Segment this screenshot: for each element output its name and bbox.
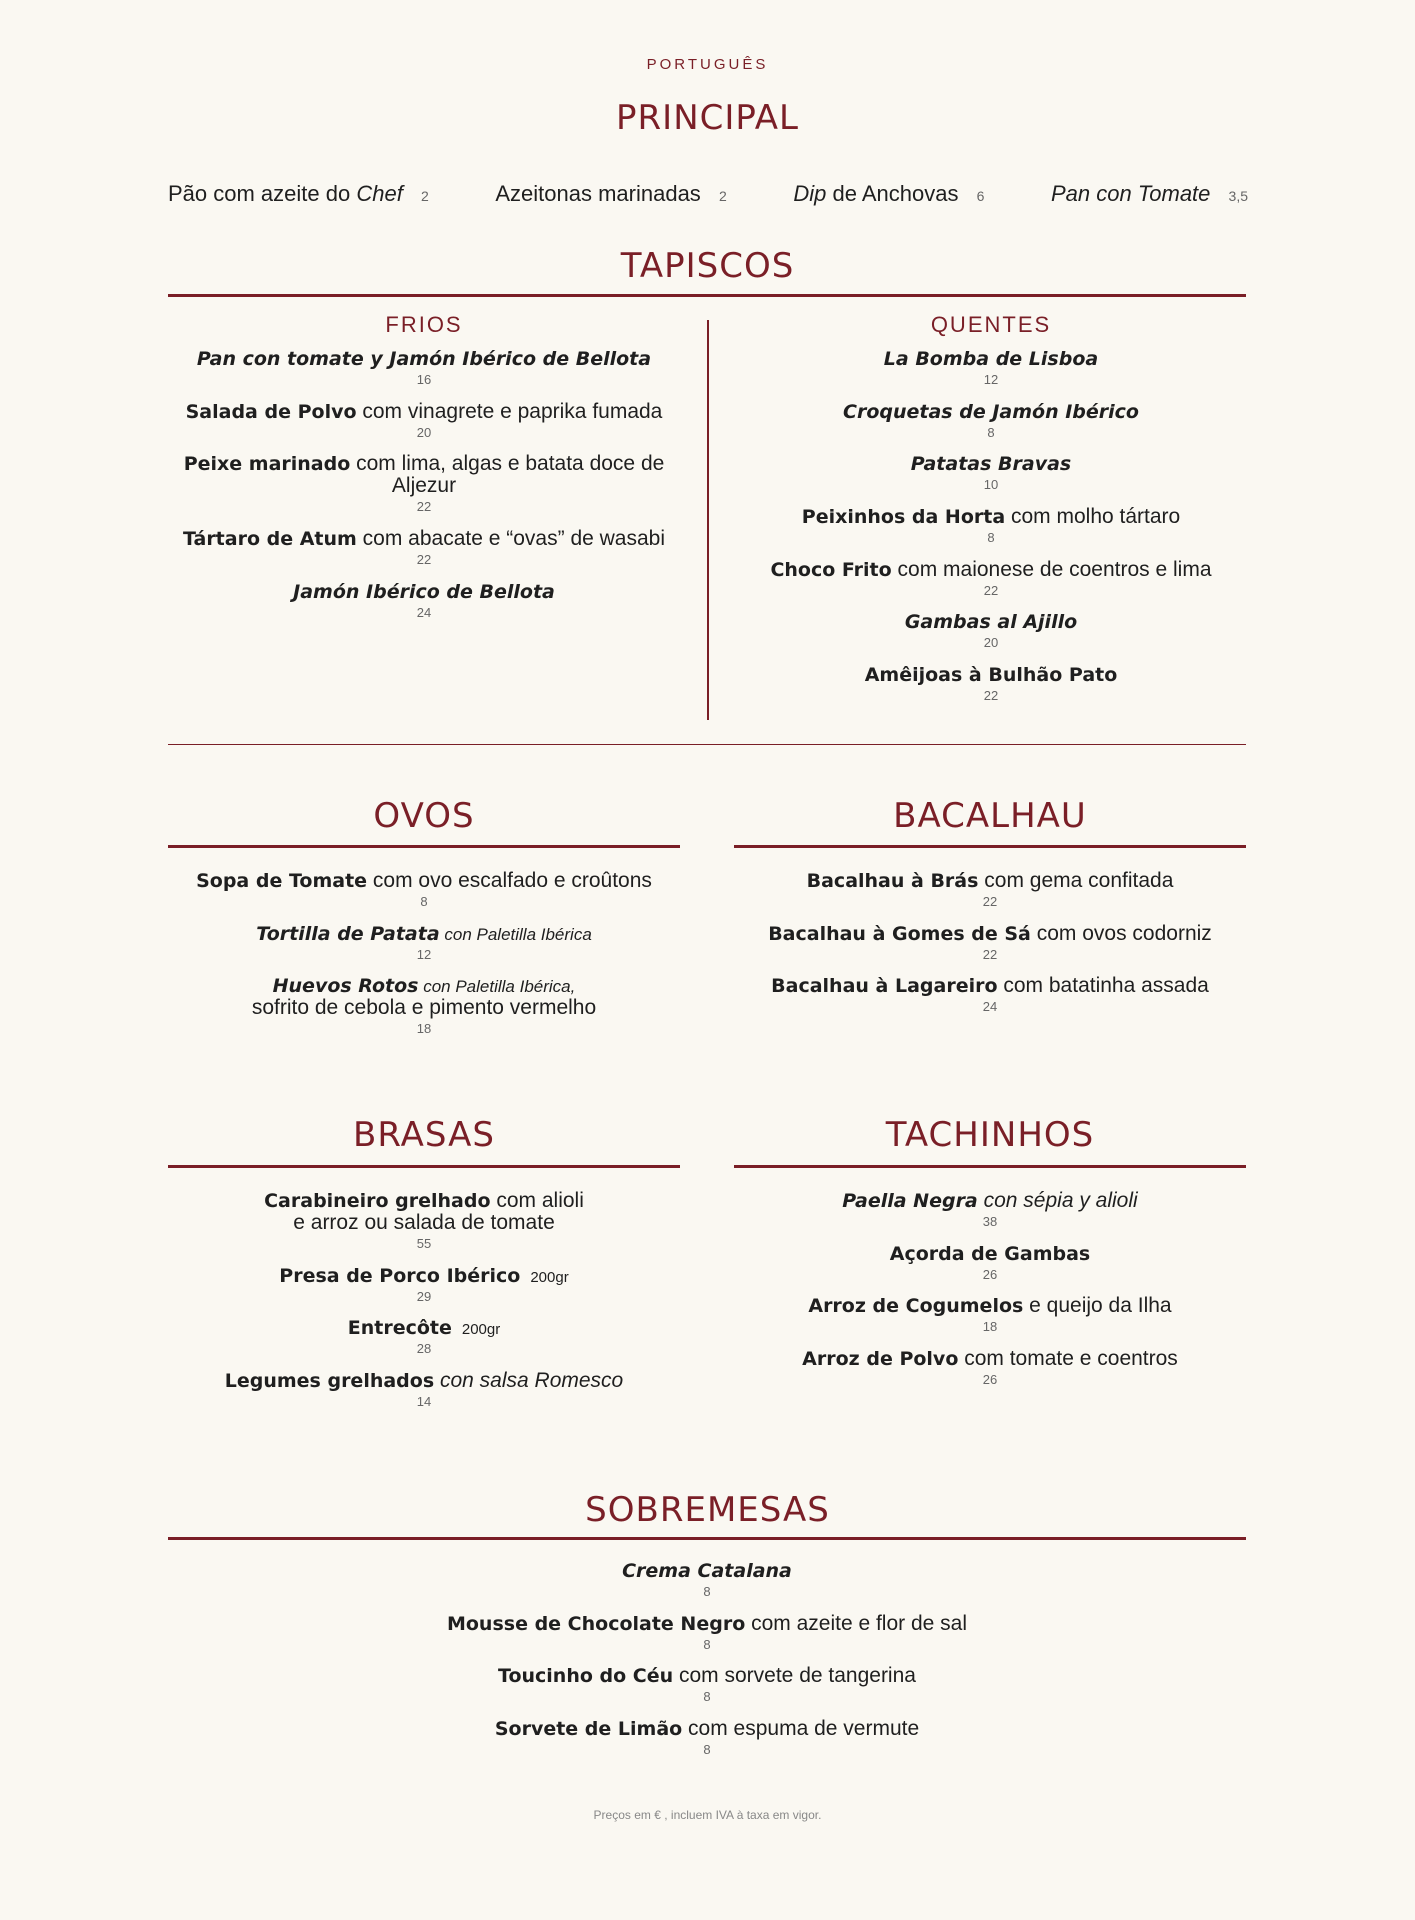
sobremesas-list [168,1560,1246,1771]
item-name: Sorvete de Limão [494,1718,683,1741]
item-name: Açorda de Gambas [889,1242,1091,1265]
item-price: 22 [982,894,998,910]
item-desc: con Paletilla Ibérica [439,924,592,944]
list-item [168,1265,680,1304]
principal-item [793,181,984,207]
section-divider [734,1165,1246,1168]
item-desc: com tomate e coentros [958,1347,1178,1371]
item-desc: e queijo da Ilha [1023,1294,1172,1318]
item-name: Entrecôte [347,1317,452,1340]
item-price: 22 [416,499,432,515]
bacalhau-list [734,870,1246,1028]
item-desc: com alioli [490,1189,584,1212]
list-item [168,1370,680,1409]
item-desc: com ovo escalfado e croûtons [367,869,652,892]
list-item [736,348,1246,387]
item-price: 8 [987,424,995,440]
item-desc: com ovos codorniz [1030,921,1212,945]
list-item [168,348,680,387]
item-price: 22 [982,946,998,962]
list-item [736,453,1246,492]
item-name: Croquetas de Jamón Ibérico [843,400,1139,423]
item-price: 20 [983,635,999,651]
list-item [168,1665,1246,1704]
item-price: 6 [976,188,985,204]
item-name: Gambas al Ajillo [904,611,1078,634]
item-name: Crema Catalana [622,1560,792,1582]
item-name-italic: Pan con Tomate [1051,181,1211,206]
item-price: 8 [703,1689,711,1705]
brasas-list [168,1190,680,1423]
list-item [168,1317,680,1356]
item-name: Huevos Rotos [272,975,419,998]
item-price: 8 [703,1636,711,1652]
section-divider [168,1537,1246,1540]
item-name: Choco Frito [770,558,892,581]
list-item [736,611,1246,650]
item-name: Pão com azeite do [168,181,357,206]
item-price: 22 [983,582,999,598]
principal-title: PRINCIPAL [616,98,799,138]
item-price: 24 [416,604,432,620]
item-desc: com espuma de vermute [682,1717,920,1741]
item-price: 8 [703,1742,711,1758]
item-weight: 200gr [461,1321,501,1339]
item-name: de Anchovas [826,181,959,206]
list-item [168,528,680,567]
item-weight: 200gr [530,1268,569,1286]
item-price: 18 [982,1319,998,1335]
principal-item [1051,181,1248,207]
item-price: 8 [420,894,428,910]
item-name: Paella Negra [842,1190,978,1212]
list-item [168,1718,1246,1757]
item-name: Peixinhos da Horta [801,506,1006,529]
item-name-italic: Chef [356,181,403,206]
principal-item [168,181,429,207]
list-item [168,453,680,514]
item-name: Legumes grelhados [224,1370,435,1393]
list-item [168,923,680,962]
frios-column [168,312,680,633]
column-divider [707,320,709,720]
item-price: 29 [416,1288,432,1304]
item-name: La Bomba de Lisboa [883,348,1099,370]
item-desc: com molho tártaro [1005,505,1181,529]
frios-title: FRIOS [385,312,463,337]
section-divider [734,845,1246,848]
list-item [734,1190,1246,1229]
item-price: 16 [416,372,432,388]
quentes-column [736,312,1246,717]
list-item [736,401,1246,440]
ovos-list [168,870,680,1050]
list-item [168,1190,680,1251]
list-item [734,1348,1246,1387]
item-name: Azeitonas marinadas [495,181,701,206]
item-name: Bacalhau à Brás [806,870,979,892]
quentes-title: QUENTES [930,312,1052,337]
item-desc: con Paletilla Ibérica, [418,977,576,997]
list-item [734,923,1246,962]
brasas-title: BRASAS [353,1115,495,1155]
item-name: Carabineiro grelhado [264,1190,491,1212]
item-price: 3,5 [1228,188,1248,204]
item-desc: com maionese de coentros e lima [891,557,1212,581]
item-price: 2 [718,188,727,204]
bacalhau-title: BACALHAU [893,796,1087,836]
item-name: Arroz de Cogumelos [808,1295,1024,1318]
item-price: 12 [983,372,999,388]
item-price: 38 [982,1214,998,1230]
item-name: Jamón Ibérico de Bellota [293,580,555,603]
item-name: Salada de Polvo [185,400,357,423]
item-price: 26 [982,1266,998,1282]
item-desc: com gema confitada [978,869,1174,892]
list-item [734,1243,1246,1282]
item-name: Presa de Porco Ibérico [279,1264,521,1287]
list-item [168,1613,1246,1652]
list-item [736,506,1246,545]
item-name: Arroz de Polvo [802,1348,959,1371]
item-name-italic: Dip [793,181,827,206]
item-desc: com sorvete de tangerina [673,1664,916,1688]
item-desc: con sépia y alioli [977,1189,1138,1212]
item-price: 22 [416,552,432,568]
principal-items [168,181,1248,207]
item-price: 2 [420,188,429,204]
item-desc: com lima, algas e batata doce de Aljezur [350,452,665,498]
list-item [168,870,680,909]
language-label: PORTUGUÊS [646,56,769,73]
item-name: Amêijoas à Bulhão Pato [864,664,1118,687]
item-name: Mousse de Chocolate Negro [446,1612,746,1635]
principal-item [495,181,726,207]
tachinhos-title: TACHINHOS [885,1115,1095,1155]
item-desc: com batatinha assada [997,974,1209,998]
item-name: Toucinho do Céu [498,1665,674,1688]
item-name: Bacalhau à Gomes de Sá [768,922,1031,945]
list-item [734,975,1246,1014]
item-price: 8 [987,530,995,546]
item-name: Tártaro de Atum [182,528,357,551]
list-item [168,581,680,620]
item-desc: com azeite e flor de sal [745,1611,968,1635]
list-item [168,1560,1246,1599]
item-name: Tortilla de Patata [256,922,440,945]
list-item [734,870,1246,909]
item-name: Patatas Bravas [910,453,1072,476]
item-price: 26 [982,1372,998,1388]
item-price: 22 [983,688,999,704]
list-item [736,664,1246,703]
list-item [168,401,680,440]
item-name: Sopa de Tomate [196,870,368,892]
section-divider [168,1165,680,1168]
list-item [734,1295,1246,1334]
item-price: 24 [982,999,998,1015]
item-price: 10 [983,477,999,493]
item-price: 55 [416,1236,432,1252]
list-item [736,559,1246,598]
item-desc: e arroz ou salada de tomate [293,1211,555,1235]
sobremesas-title: SOBREMESAS [585,1490,830,1530]
item-price: 14 [416,1394,432,1410]
ovos-title: OVOS [373,796,475,836]
tapiscos-title: TAPISCOS [620,246,795,286]
item-price: 8 [703,1584,711,1600]
item-desc: sofrito de cebola e pimento vermelho [251,996,597,1020]
item-desc: com vinagrete e paprika fumada [356,399,663,423]
item-name: Peixe marinado [183,453,351,476]
item-price: 28 [416,1341,432,1357]
item-price: 12 [416,946,432,962]
item-name: Bacalhau à Lagareiro [771,975,998,998]
section-divider [168,744,1246,745]
section-divider [168,294,1246,297]
item-price: 20 [416,424,432,440]
price-footnote: Preços em € , incluem IVA à taxa em vigor. [593,1808,822,1822]
item-desc: com abacate e “ovas” de wasabi [356,527,666,551]
item-price: 18 [416,1021,432,1037]
section-divider [168,845,680,848]
item-desc: con salsa Romesco [434,1369,624,1393]
tachinhos-list [734,1190,1246,1401]
item-name: Pan con tomate y Jamón Ibérico de Bellota [196,348,652,370]
list-item [168,975,680,1036]
